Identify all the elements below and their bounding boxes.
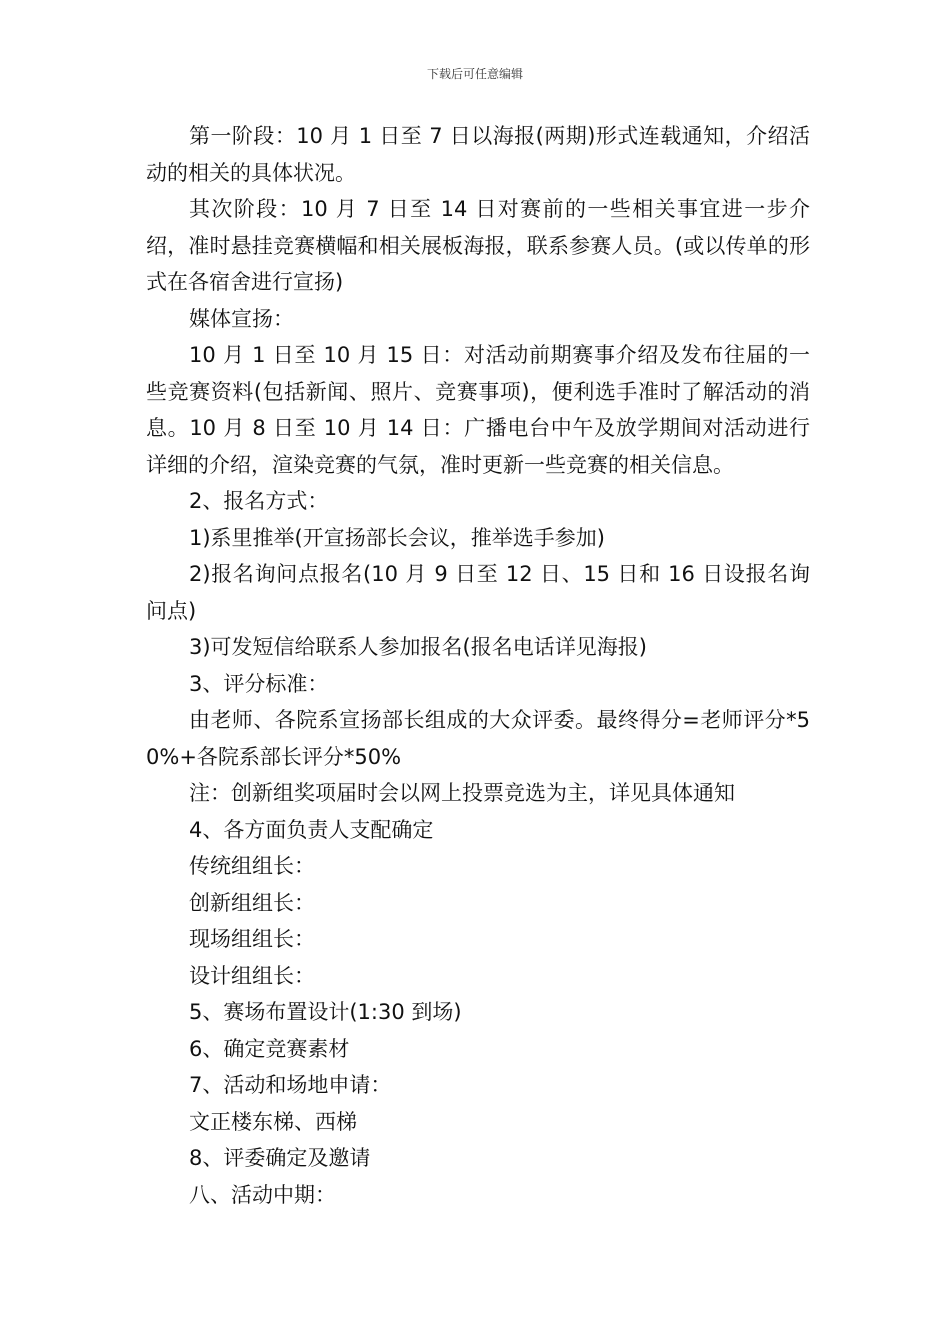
paragraph-scoring-heading: 3、评分标准： xyxy=(189,671,329,696)
paragraph-registration-3: 3)可发短信给联系人参加报名(报名电话详见海报) xyxy=(189,635,647,659)
paragraph-venue-location: 文正楼东梯、西梯 xyxy=(189,1109,357,1134)
page-header: 下载后可任意编辑 xyxy=(426,67,523,81)
paragraph-leader-traditional: 传统组组长： xyxy=(189,854,315,878)
paragraph-scoring-detail: 由老师、各院系宣扬部长组成的大众评委。最终得分=老师评分*50%+各院系部长评分*50% xyxy=(146,708,810,769)
paragraph-registration-1: 1)系里推举(开宣扬部长会议，推举选手参加) xyxy=(189,525,605,550)
paragraph-leader-design: 设计组组长： xyxy=(189,963,315,988)
paragraph-media-detail: 10 月 1 日至 10 月 15 日：对活动前期赛事介绍及发布往届的一些竞赛资料(包括新闻、照片、竞赛事项)，便利选手准时了解活动的消息。10 月 8 日至 10 月 14 日：广播电台中午及放学期间对活动进行详细的介绍，渲染竞赛的气氛，准时更新一些竞赛的相关信息。 xyxy=(146,343,810,477)
paragraph-registration-heading: 2、报名方式： xyxy=(189,489,329,513)
paragraph-media-heading: 媒体宣扬： xyxy=(189,306,294,331)
paragraph-mid-stage: 八、活动中期： xyxy=(189,1182,336,1207)
paragraph-judges: 8、评委确定及邀请 xyxy=(189,1146,371,1170)
paragraph-registration-2: 2)报名询问点报名(10 月 9 日至 12 日、15 日和 16 日设报名询问点) xyxy=(146,562,810,623)
paragraph-note: 注：创新组奖项届时会以网上投票竞选为主，详见具体通知 xyxy=(189,781,735,805)
paragraph-leader-onsite: 现场组组长： xyxy=(189,927,315,951)
paragraph-materials: 6、确定竞赛素材 xyxy=(189,1036,350,1061)
paragraph-venue-application: 7、活动和场地申请： xyxy=(189,1073,392,1097)
paragraph-leader-innovation: 创新组组长： xyxy=(189,890,315,915)
paragraph-venue-setup: 5、赛场布置设计(1:30 到场) xyxy=(189,1000,462,1024)
paragraph-leaders-heading: 4、各方面负责人支配确定 xyxy=(189,817,434,842)
paragraph-stage-one: 第一阶段：10 月 1 日至 7 日以海报(两期)形式连载通知，介绍活动的相关的具体状况。 xyxy=(146,124,810,185)
paragraph-stage-two: 其次阶段：10 月 7 日至 14 日对赛前的一些相关事宜进一步介绍，准时悬挂竞赛横幅和相关展板海报，联系参赛人员。(或以传单的形式在各宿舍进行宣扬) xyxy=(146,197,810,294)
document-body xyxy=(146,118,810,1213)
